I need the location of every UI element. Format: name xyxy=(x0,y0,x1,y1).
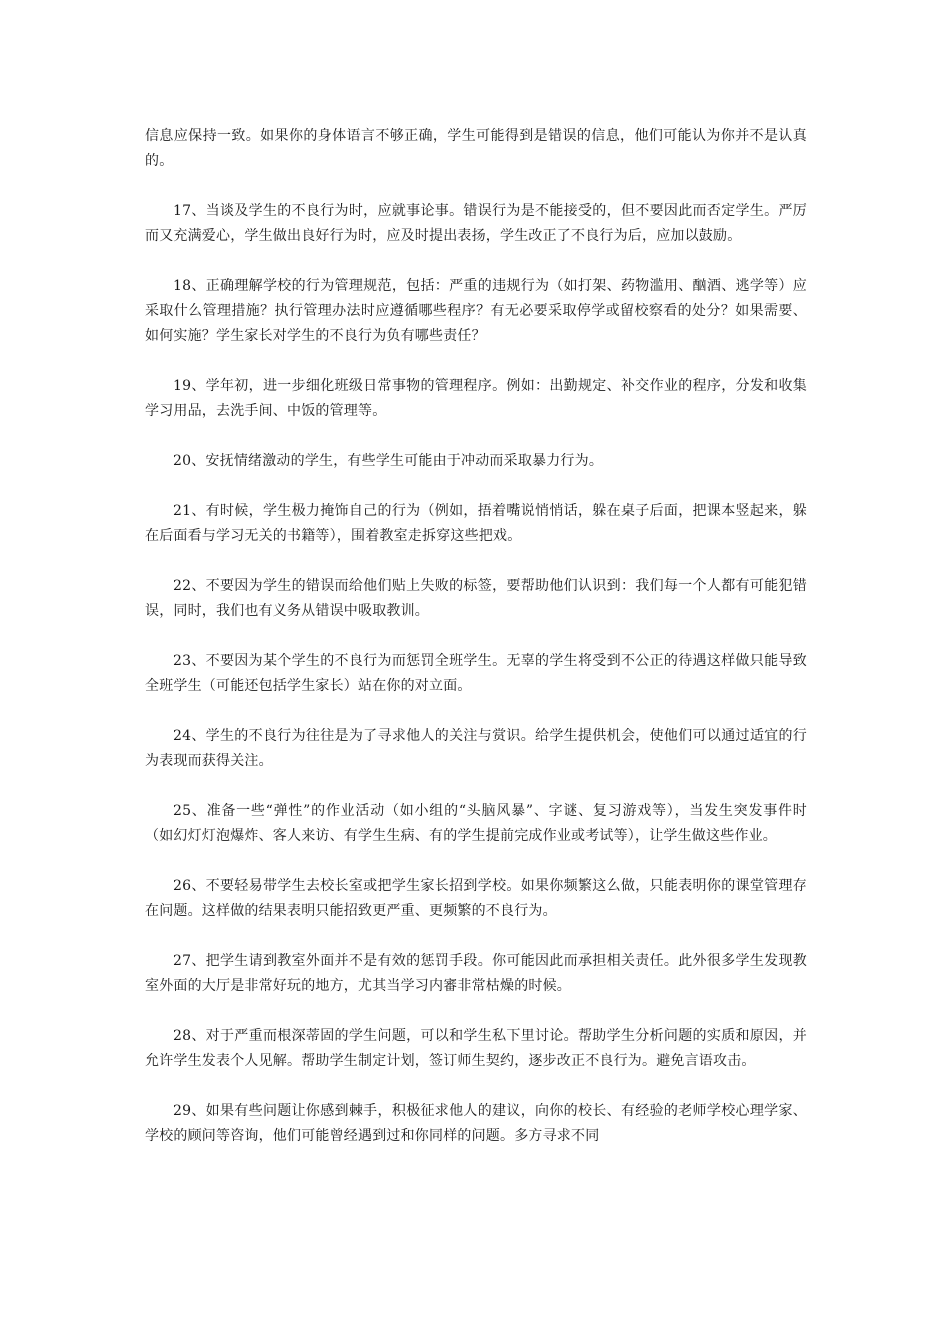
paragraph-24: 24、学生的不良行为往往是为了寻求他人的关注与赏识。给学生提供机会，使他们可以通过适宜的行为表现而获得关注。 xyxy=(145,728,807,769)
paragraph-23: 23、不要因为某个学生的不良行为而惩罚全班学生。无辜的学生将受到不公正的待遇这样做只能导致全班学生（可能还包括学生家长）站在你的对立面。 xyxy=(145,653,807,694)
paragraph-26: 26、不要轻易带学生去校长室或把学生家长招到学校。如果你频繁这么做，只能表明你的课堂管理存在问题。这样做的结果表明只能招致更严重、更频繁的不良行为。 xyxy=(145,878,807,919)
paragraph-21: 21、有时候，学生极力掩饰自己的行为（例如，捂着嘴说悄悄话，躲在桌子后面，把课本竖起来，躲在后面看与学习无关的书籍等），围着教室走拆穿这些把戏。 xyxy=(145,503,807,544)
paragraph-17: 17、当谈及学生的不良行为时，应就事论事。错误行为是不能接受的，但不要因此而否定学生。严厉而又充满爱心，学生做出良好行为时，应及时提出表扬，学生改正了不良行为后，应加以鼓励。 xyxy=(145,203,807,244)
paragraph-29: 29、如果有些问题让你感到棘手，积极征求他人的建议，向你的校长、有经验的老师学校心理学家、学校的顾问等咨询，他们可能曾经遇到过和你同样的问题。多方寻求不同 xyxy=(145,1103,807,1144)
paragraph-22: 22、不要因为学生的错误而给他们贴上失败的标签，要帮助他们认识到：我们每一个人都有可能犯错误，同时，我们也有义务从错误中吸取教训。 xyxy=(145,578,807,619)
paragraph-20: 20、安抚情绪激动的学生，有些学生可能由于冲动而采取暴力行为。 xyxy=(173,453,604,469)
paragraph-28: 28、对于严重而根深蒂固的学生问题，可以和学生私下里讨论。帮助学生分析问题的实质和原因，并允许学生发表个人见解。帮助学生制定计划，签订师生契约，逐步改正不良行为。避免言语攻击。 xyxy=(145,1028,807,1069)
paragraph-18: 18、正确理解学校的行为管理规范，包括：严重的违规行为（如打架、药物滥用、酗酒、逃学等）应采取什么管理措施？执行管理办法时应遵循哪些程序？有无必要采取停学或留校察看的处分？如果需要、如何实施？学生家长对学生的不良行为负有哪些责任？ xyxy=(145,278,807,344)
document-page xyxy=(145,124,807,1174)
paragraph-16-continuation: 信息应保持一致。如果你的身体语言不够正确，学生可能得到是错误的信息，他们可能认为你并不是认真的。 xyxy=(145,128,807,169)
paragraph-25: 25、准备一些“弹性”的作业活动（如小组的“头脑风暴”、字谜、复习游戏等），当发生突发事件时（如幻灯灯泡爆炸、客人来访、有学生生病、有的学生提前完成作业或考试等），让学生做这些作业。 xyxy=(145,803,807,844)
paragraph-19: 19、学年初，进一步细化班级日常事物的管理程序。例如：出勤规定、补交作业的程序，分发和收集学习用品，去洗手间、中饭的管理等。 xyxy=(145,378,807,419)
paragraph-27: 27、把学生请到教室外面并不是有效的惩罚手段。你可能因此而承担相关责任。此外很多学生发现教室外面的大厅是非常好玩的地方，尤其当学习内審非常枯燥的时候。 xyxy=(145,953,807,994)
